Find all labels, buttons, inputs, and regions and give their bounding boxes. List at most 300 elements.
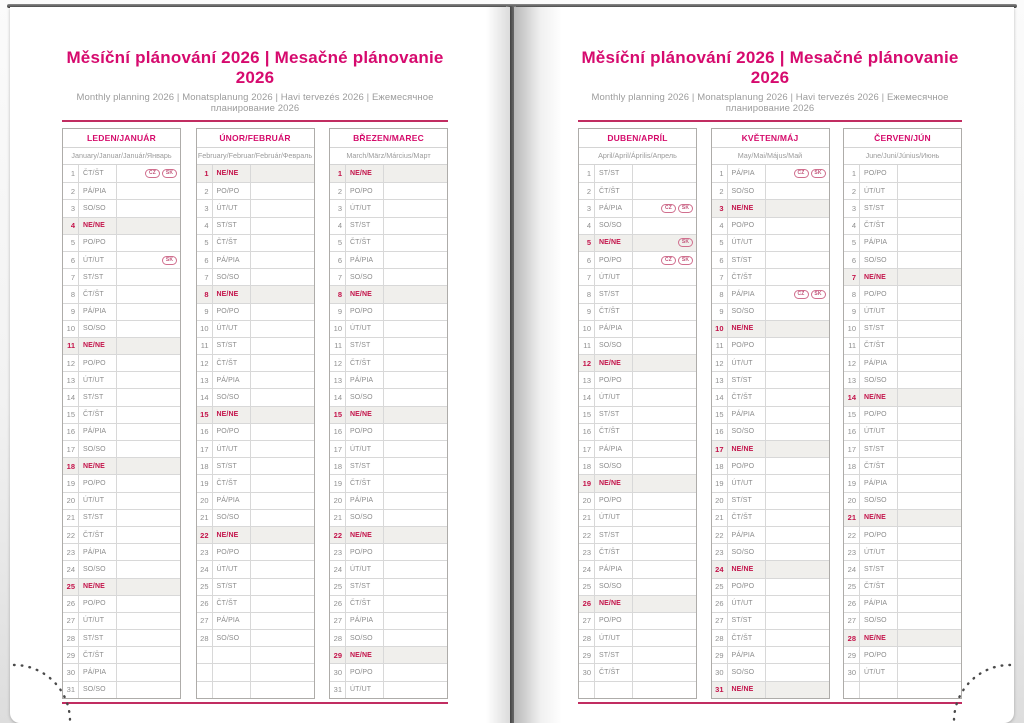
day-label: ÚT/UT bbox=[346, 561, 384, 577]
month-subtitle: April/April/Április/Апрель bbox=[579, 148, 696, 165]
day-label: PÁ/PIA bbox=[213, 613, 251, 629]
month-subtitle: January/Januar/Január/Январь bbox=[63, 148, 180, 165]
day-label: PÁ/PIA bbox=[728, 407, 766, 423]
day-label: ST/ST bbox=[728, 613, 766, 629]
day-number: 18 bbox=[63, 458, 79, 474]
notes-cell bbox=[117, 458, 180, 474]
day-label: ÚT/UT bbox=[595, 630, 633, 646]
month-table bbox=[329, 128, 448, 699]
notes-cell bbox=[633, 458, 696, 474]
day-label: ČT/ŠT bbox=[346, 355, 384, 371]
day-row-sunday bbox=[63, 337, 180, 354]
notes-cell bbox=[898, 235, 961, 251]
holiday-badge-cz-icon: CZ bbox=[661, 204, 676, 213]
notes-cell bbox=[766, 389, 829, 405]
day-row bbox=[712, 182, 829, 199]
day-label: PÁ/PIA bbox=[728, 647, 766, 663]
day-number: 1 bbox=[197, 165, 213, 182]
day-number: 22 bbox=[63, 527, 79, 543]
day-row bbox=[712, 543, 829, 560]
months-row bbox=[62, 128, 448, 699]
notes-cell bbox=[117, 664, 180, 680]
notes-cell bbox=[633, 389, 696, 405]
day-number: 27 bbox=[844, 613, 860, 629]
day-row bbox=[579, 457, 696, 474]
notes-cell bbox=[251, 235, 314, 251]
day-label: ST/ST bbox=[595, 286, 633, 302]
day-row bbox=[330, 199, 447, 216]
notes-cell bbox=[633, 596, 696, 612]
day-label: ST/ST bbox=[728, 372, 766, 388]
notes-cell bbox=[898, 561, 961, 577]
notes-cell bbox=[251, 407, 314, 423]
notes-cell bbox=[384, 527, 447, 543]
notes-cell bbox=[117, 596, 180, 612]
day-label: SO/SO bbox=[860, 372, 898, 388]
day-row bbox=[330, 320, 447, 337]
notes-cell bbox=[384, 441, 447, 457]
day-row bbox=[197, 509, 314, 526]
holiday-badge-cz-icon: CZ bbox=[661, 256, 676, 265]
notes-cell bbox=[117, 389, 180, 405]
day-number: 27 bbox=[197, 613, 213, 629]
day-label: PÁ/PIA bbox=[860, 596, 898, 612]
month-subtitle: March/März/Március/Март bbox=[330, 148, 447, 165]
day-label: NE/NE bbox=[860, 630, 898, 646]
notes-cell bbox=[633, 630, 696, 646]
day-row bbox=[579, 612, 696, 629]
day-label: SO/SO bbox=[595, 338, 633, 354]
day-label: ÚT/UT bbox=[79, 252, 117, 268]
day-label: ČT/ŠT bbox=[595, 304, 633, 320]
day-label: ČT/ŠT bbox=[213, 235, 251, 251]
notes-cell bbox=[766, 304, 829, 320]
day-number: 20 bbox=[712, 493, 728, 509]
day-label: NE/NE bbox=[79, 218, 117, 234]
day-label: PO/PO bbox=[213, 424, 251, 440]
holiday-badge-cz-icon: CZ bbox=[145, 169, 160, 178]
day-number: 1 bbox=[63, 165, 79, 182]
notes-cell bbox=[898, 218, 961, 234]
day-row bbox=[330, 595, 447, 612]
day-number: 21 bbox=[579, 510, 595, 526]
day-label: PÁ/PIA bbox=[79, 304, 117, 320]
notes-cell bbox=[251, 544, 314, 560]
day-label: PO/PO bbox=[346, 424, 384, 440]
day-row bbox=[712, 388, 829, 405]
notes-cell bbox=[384, 682, 447, 698]
day-number: 15 bbox=[844, 407, 860, 423]
day-label: PÁ/PIA bbox=[860, 235, 898, 251]
day-label: PO/PO bbox=[860, 647, 898, 663]
left-page-content bbox=[10, 7, 510, 723]
day-number: 23 bbox=[579, 544, 595, 560]
notes-cell bbox=[251, 338, 314, 354]
day-label: PO/PO bbox=[728, 218, 766, 234]
day-label: ST/ST bbox=[595, 527, 633, 543]
day-row bbox=[844, 285, 961, 302]
day-row bbox=[579, 371, 696, 388]
day-row bbox=[330, 234, 447, 251]
notes-cell bbox=[898, 183, 961, 199]
day-number bbox=[197, 647, 213, 663]
day-row bbox=[330, 509, 447, 526]
day-label: PO/PO bbox=[79, 475, 117, 491]
day-row bbox=[712, 595, 829, 612]
day-row-sunday bbox=[712, 560, 829, 577]
day-label: ÚT/UT bbox=[79, 613, 117, 629]
day-row bbox=[330, 612, 447, 629]
day-label: ÚT/UT bbox=[346, 441, 384, 457]
day-row bbox=[844, 182, 961, 199]
day-label bbox=[860, 682, 898, 698]
notes-cell bbox=[117, 561, 180, 577]
day-number: 25 bbox=[330, 579, 346, 595]
day-row bbox=[712, 251, 829, 268]
notes-cell bbox=[251, 458, 314, 474]
day-row bbox=[579, 199, 696, 216]
notes-cell bbox=[117, 321, 180, 337]
day-row bbox=[330, 354, 447, 371]
day-number: 16 bbox=[579, 424, 595, 440]
notes-cell bbox=[898, 544, 961, 560]
notes-cell bbox=[898, 510, 961, 526]
notes-cell bbox=[251, 165, 314, 182]
notes-cell bbox=[117, 286, 180, 302]
day-label: PÁ/PIA bbox=[346, 493, 384, 509]
day-row bbox=[844, 165, 961, 182]
day-label: ČT/ŠT bbox=[860, 579, 898, 595]
day-number: 9 bbox=[63, 304, 79, 320]
day-number: 2 bbox=[197, 183, 213, 199]
day-number: 6 bbox=[197, 252, 213, 268]
day-label: ST/ST bbox=[860, 321, 898, 337]
day-label: ČT/ŠT bbox=[79, 407, 117, 423]
day-number: 15 bbox=[63, 407, 79, 423]
notes-cell bbox=[633, 338, 696, 354]
day-number: 23 bbox=[844, 544, 860, 560]
day-label: ÚT/UT bbox=[346, 682, 384, 698]
day-label: PÁ/PIA bbox=[213, 372, 251, 388]
notes-cell bbox=[766, 441, 829, 457]
day-number: 27 bbox=[330, 613, 346, 629]
notes-cell bbox=[251, 493, 314, 509]
day-number: 23 bbox=[330, 544, 346, 560]
day-row-sunday bbox=[844, 268, 961, 285]
day-row bbox=[844, 474, 961, 491]
notes-cell bbox=[251, 218, 314, 234]
day-number bbox=[197, 682, 213, 698]
day-number: 17 bbox=[197, 441, 213, 457]
notes-cell bbox=[251, 475, 314, 491]
day-row bbox=[197, 268, 314, 285]
day-number: 1 bbox=[844, 165, 860, 182]
day-number: 24 bbox=[330, 561, 346, 577]
day-row bbox=[63, 182, 180, 199]
day-row bbox=[579, 182, 696, 199]
day-number: 18 bbox=[712, 458, 728, 474]
day-row bbox=[579, 406, 696, 423]
day-row bbox=[579, 646, 696, 663]
notes-cell bbox=[766, 183, 829, 199]
day-label: ÚT/UT bbox=[728, 596, 766, 612]
right-page-content bbox=[514, 7, 1014, 723]
day-row bbox=[63, 388, 180, 405]
corner-perforation-right-icon bbox=[944, 661, 1014, 723]
day-row bbox=[712, 646, 829, 663]
day-number: 5 bbox=[63, 235, 79, 251]
day-row bbox=[330, 337, 447, 354]
day-row bbox=[712, 303, 829, 320]
day-row bbox=[844, 354, 961, 371]
day-number: 7 bbox=[63, 269, 79, 285]
notes-cell bbox=[898, 389, 961, 405]
day-number: 26 bbox=[712, 596, 728, 612]
notes-cell bbox=[766, 664, 829, 680]
day-row bbox=[330, 578, 447, 595]
day-label: NE/NE bbox=[728, 321, 766, 337]
day-label: ÚT/UT bbox=[346, 200, 384, 216]
day-label: ST/ST bbox=[860, 561, 898, 577]
day-number: 3 bbox=[712, 200, 728, 216]
day-number: 11 bbox=[330, 338, 346, 354]
notes-cell bbox=[384, 338, 447, 354]
day-number: 19 bbox=[63, 475, 79, 491]
day-row bbox=[712, 234, 829, 251]
day-label: PO/PO bbox=[860, 165, 898, 182]
day-label: ÚT/UT bbox=[346, 321, 384, 337]
notes-cell bbox=[633, 475, 696, 491]
day-label: ST/ST bbox=[595, 407, 633, 423]
day-number: 19 bbox=[712, 475, 728, 491]
notes-cell bbox=[766, 613, 829, 629]
day-number: 31 bbox=[63, 682, 79, 698]
day-row-sunday bbox=[579, 354, 696, 371]
day-number: 20 bbox=[63, 493, 79, 509]
day-number: 25 bbox=[712, 579, 728, 595]
day-label: ČT/ŠT bbox=[595, 183, 633, 199]
day-row bbox=[844, 303, 961, 320]
day-label: ST/ST bbox=[79, 269, 117, 285]
day-number: 6 bbox=[579, 252, 595, 268]
day-number: 18 bbox=[330, 458, 346, 474]
notes-cell bbox=[898, 355, 961, 371]
day-label: PO/PO bbox=[213, 183, 251, 199]
day-row bbox=[330, 423, 447, 440]
day-number: 28 bbox=[712, 630, 728, 646]
day-number: 12 bbox=[579, 355, 595, 371]
day-label: SO/SO bbox=[346, 510, 384, 526]
notes-cell bbox=[898, 630, 961, 646]
day-row bbox=[712, 406, 829, 423]
day-label: PÁ/PIA bbox=[595, 561, 633, 577]
notes-cell bbox=[898, 372, 961, 388]
day-label: PO/PO bbox=[213, 304, 251, 320]
notes-cell bbox=[251, 441, 314, 457]
day-number: 3 bbox=[844, 200, 860, 216]
day-row-sunday bbox=[844, 388, 961, 405]
day-number: 11 bbox=[63, 338, 79, 354]
day-row-sunday bbox=[712, 320, 829, 337]
notes-cell bbox=[117, 218, 180, 234]
day-number: 24 bbox=[63, 561, 79, 577]
day-number: 2 bbox=[579, 183, 595, 199]
day-number: 12 bbox=[63, 355, 79, 371]
day-label: ST/ST bbox=[346, 218, 384, 234]
notes-cell bbox=[633, 235, 696, 251]
day-label: PÁ/PIA bbox=[728, 165, 766, 182]
day-label: ÚT/UT bbox=[213, 561, 251, 577]
day-label: PO/PO bbox=[79, 596, 117, 612]
day-label: PO/PO bbox=[346, 544, 384, 560]
notes-cell bbox=[898, 579, 961, 595]
holiday-badge-sk-icon: SK bbox=[678, 256, 693, 265]
day-number: 11 bbox=[197, 338, 213, 354]
day-number: 13 bbox=[712, 372, 728, 388]
notes-cell bbox=[117, 407, 180, 423]
day-number: 28 bbox=[844, 630, 860, 646]
month-table bbox=[62, 128, 181, 699]
notes-cell bbox=[898, 321, 961, 337]
notes-cell bbox=[117, 544, 180, 560]
day-number: 29 bbox=[712, 647, 728, 663]
day-label: ČT/ŠT bbox=[728, 389, 766, 405]
day-row bbox=[330, 388, 447, 405]
day-number: 11 bbox=[712, 338, 728, 354]
notes-cell bbox=[384, 510, 447, 526]
day-number: 5 bbox=[197, 235, 213, 251]
day-number: 12 bbox=[197, 355, 213, 371]
day-row-sunday bbox=[63, 457, 180, 474]
day-label: SO/SO bbox=[860, 493, 898, 509]
notes-cell bbox=[633, 613, 696, 629]
day-label: NE/NE bbox=[79, 579, 117, 595]
day-number: 30 bbox=[63, 664, 79, 680]
day-row bbox=[63, 354, 180, 371]
month-subtitle: May/Mai/Május/Май bbox=[712, 148, 829, 165]
header-rule bbox=[62, 120, 448, 122]
day-label: ČT/ŠT bbox=[79, 647, 117, 663]
day-number: 17 bbox=[330, 441, 346, 457]
day-number: 20 bbox=[844, 493, 860, 509]
day-row-sunday bbox=[579, 474, 696, 491]
day-row-sunday bbox=[844, 629, 961, 646]
day-label bbox=[213, 664, 251, 680]
day-label: ČT/ŠT bbox=[79, 165, 117, 182]
notes-cell bbox=[117, 475, 180, 491]
notes-cell bbox=[384, 235, 447, 251]
day-number: 3 bbox=[579, 200, 595, 216]
day-number: 15 bbox=[330, 407, 346, 423]
notes-cell bbox=[117, 269, 180, 285]
day-row bbox=[197, 681, 314, 698]
notes-cell bbox=[251, 389, 314, 405]
notes-cell bbox=[251, 321, 314, 337]
notes-cell bbox=[117, 372, 180, 388]
day-number: 14 bbox=[579, 389, 595, 405]
notes-cell bbox=[766, 647, 829, 663]
day-label: ČT/ŠT bbox=[213, 355, 251, 371]
day-number: 16 bbox=[330, 424, 346, 440]
day-number: 9 bbox=[844, 304, 860, 320]
day-row bbox=[197, 423, 314, 440]
notes-cell bbox=[633, 183, 696, 199]
day-row bbox=[63, 320, 180, 337]
day-number: 7 bbox=[197, 269, 213, 285]
day-number: 25 bbox=[579, 579, 595, 595]
day-number: 8 bbox=[63, 286, 79, 302]
month-rows bbox=[63, 165, 180, 698]
day-row-sunday bbox=[63, 217, 180, 234]
notes-cell bbox=[251, 682, 314, 698]
month-rows bbox=[197, 165, 314, 698]
day-number: 21 bbox=[63, 510, 79, 526]
notes-cell bbox=[384, 664, 447, 680]
day-label: ČT/ŠT bbox=[860, 218, 898, 234]
day-label: NE/NE bbox=[728, 682, 766, 698]
day-label: SO/SO bbox=[728, 183, 766, 199]
notes-cell bbox=[251, 424, 314, 440]
day-row bbox=[197, 543, 314, 560]
day-row bbox=[197, 320, 314, 337]
day-number: 29 bbox=[63, 647, 79, 663]
page-subtitle: Monthly planning 2026 | Monatsplanung 2026 | Havi tervezés 2026 | Ежемесячное планирование 2026 bbox=[591, 92, 949, 114]
day-label: NE/NE bbox=[728, 561, 766, 577]
day-number: 6 bbox=[63, 252, 79, 268]
notes-cell bbox=[384, 389, 447, 405]
notes-cell bbox=[766, 269, 829, 285]
day-row-sunday bbox=[330, 406, 447, 423]
day-row-sunday bbox=[844, 509, 961, 526]
notes-cell bbox=[251, 355, 314, 371]
day-row bbox=[330, 217, 447, 234]
notes-cell bbox=[766, 510, 829, 526]
day-label: SO/SO bbox=[860, 252, 898, 268]
notes-cell bbox=[117, 493, 180, 509]
day-number: 31 bbox=[712, 682, 728, 698]
day-number: 7 bbox=[330, 269, 346, 285]
day-row bbox=[579, 526, 696, 543]
day-number: 30 bbox=[844, 664, 860, 680]
day-number: 15 bbox=[579, 407, 595, 423]
notes-cell bbox=[766, 630, 829, 646]
day-row-sunday bbox=[330, 526, 447, 543]
day-label: ÚT/UT bbox=[728, 475, 766, 491]
notes-cell bbox=[633, 372, 696, 388]
notes-cell bbox=[633, 579, 696, 595]
day-number: 26 bbox=[197, 596, 213, 612]
day-number: 27 bbox=[579, 613, 595, 629]
notes-cell bbox=[898, 527, 961, 543]
day-row bbox=[197, 371, 314, 388]
day-row bbox=[844, 251, 961, 268]
day-label: PO/PO bbox=[346, 664, 384, 680]
notes-cell bbox=[251, 596, 314, 612]
day-row bbox=[712, 423, 829, 440]
day-row bbox=[63, 646, 180, 663]
day-number: 4 bbox=[844, 218, 860, 234]
notes-cell bbox=[384, 561, 447, 577]
notes-cell bbox=[633, 321, 696, 337]
day-row bbox=[197, 388, 314, 405]
notes-cell bbox=[384, 165, 447, 182]
day-row bbox=[63, 543, 180, 560]
day-number: 19 bbox=[330, 475, 346, 491]
day-number: 17 bbox=[712, 441, 728, 457]
day-label: ST/ST bbox=[79, 389, 117, 405]
day-number: 4 bbox=[712, 218, 728, 234]
notes-cell bbox=[251, 252, 314, 268]
